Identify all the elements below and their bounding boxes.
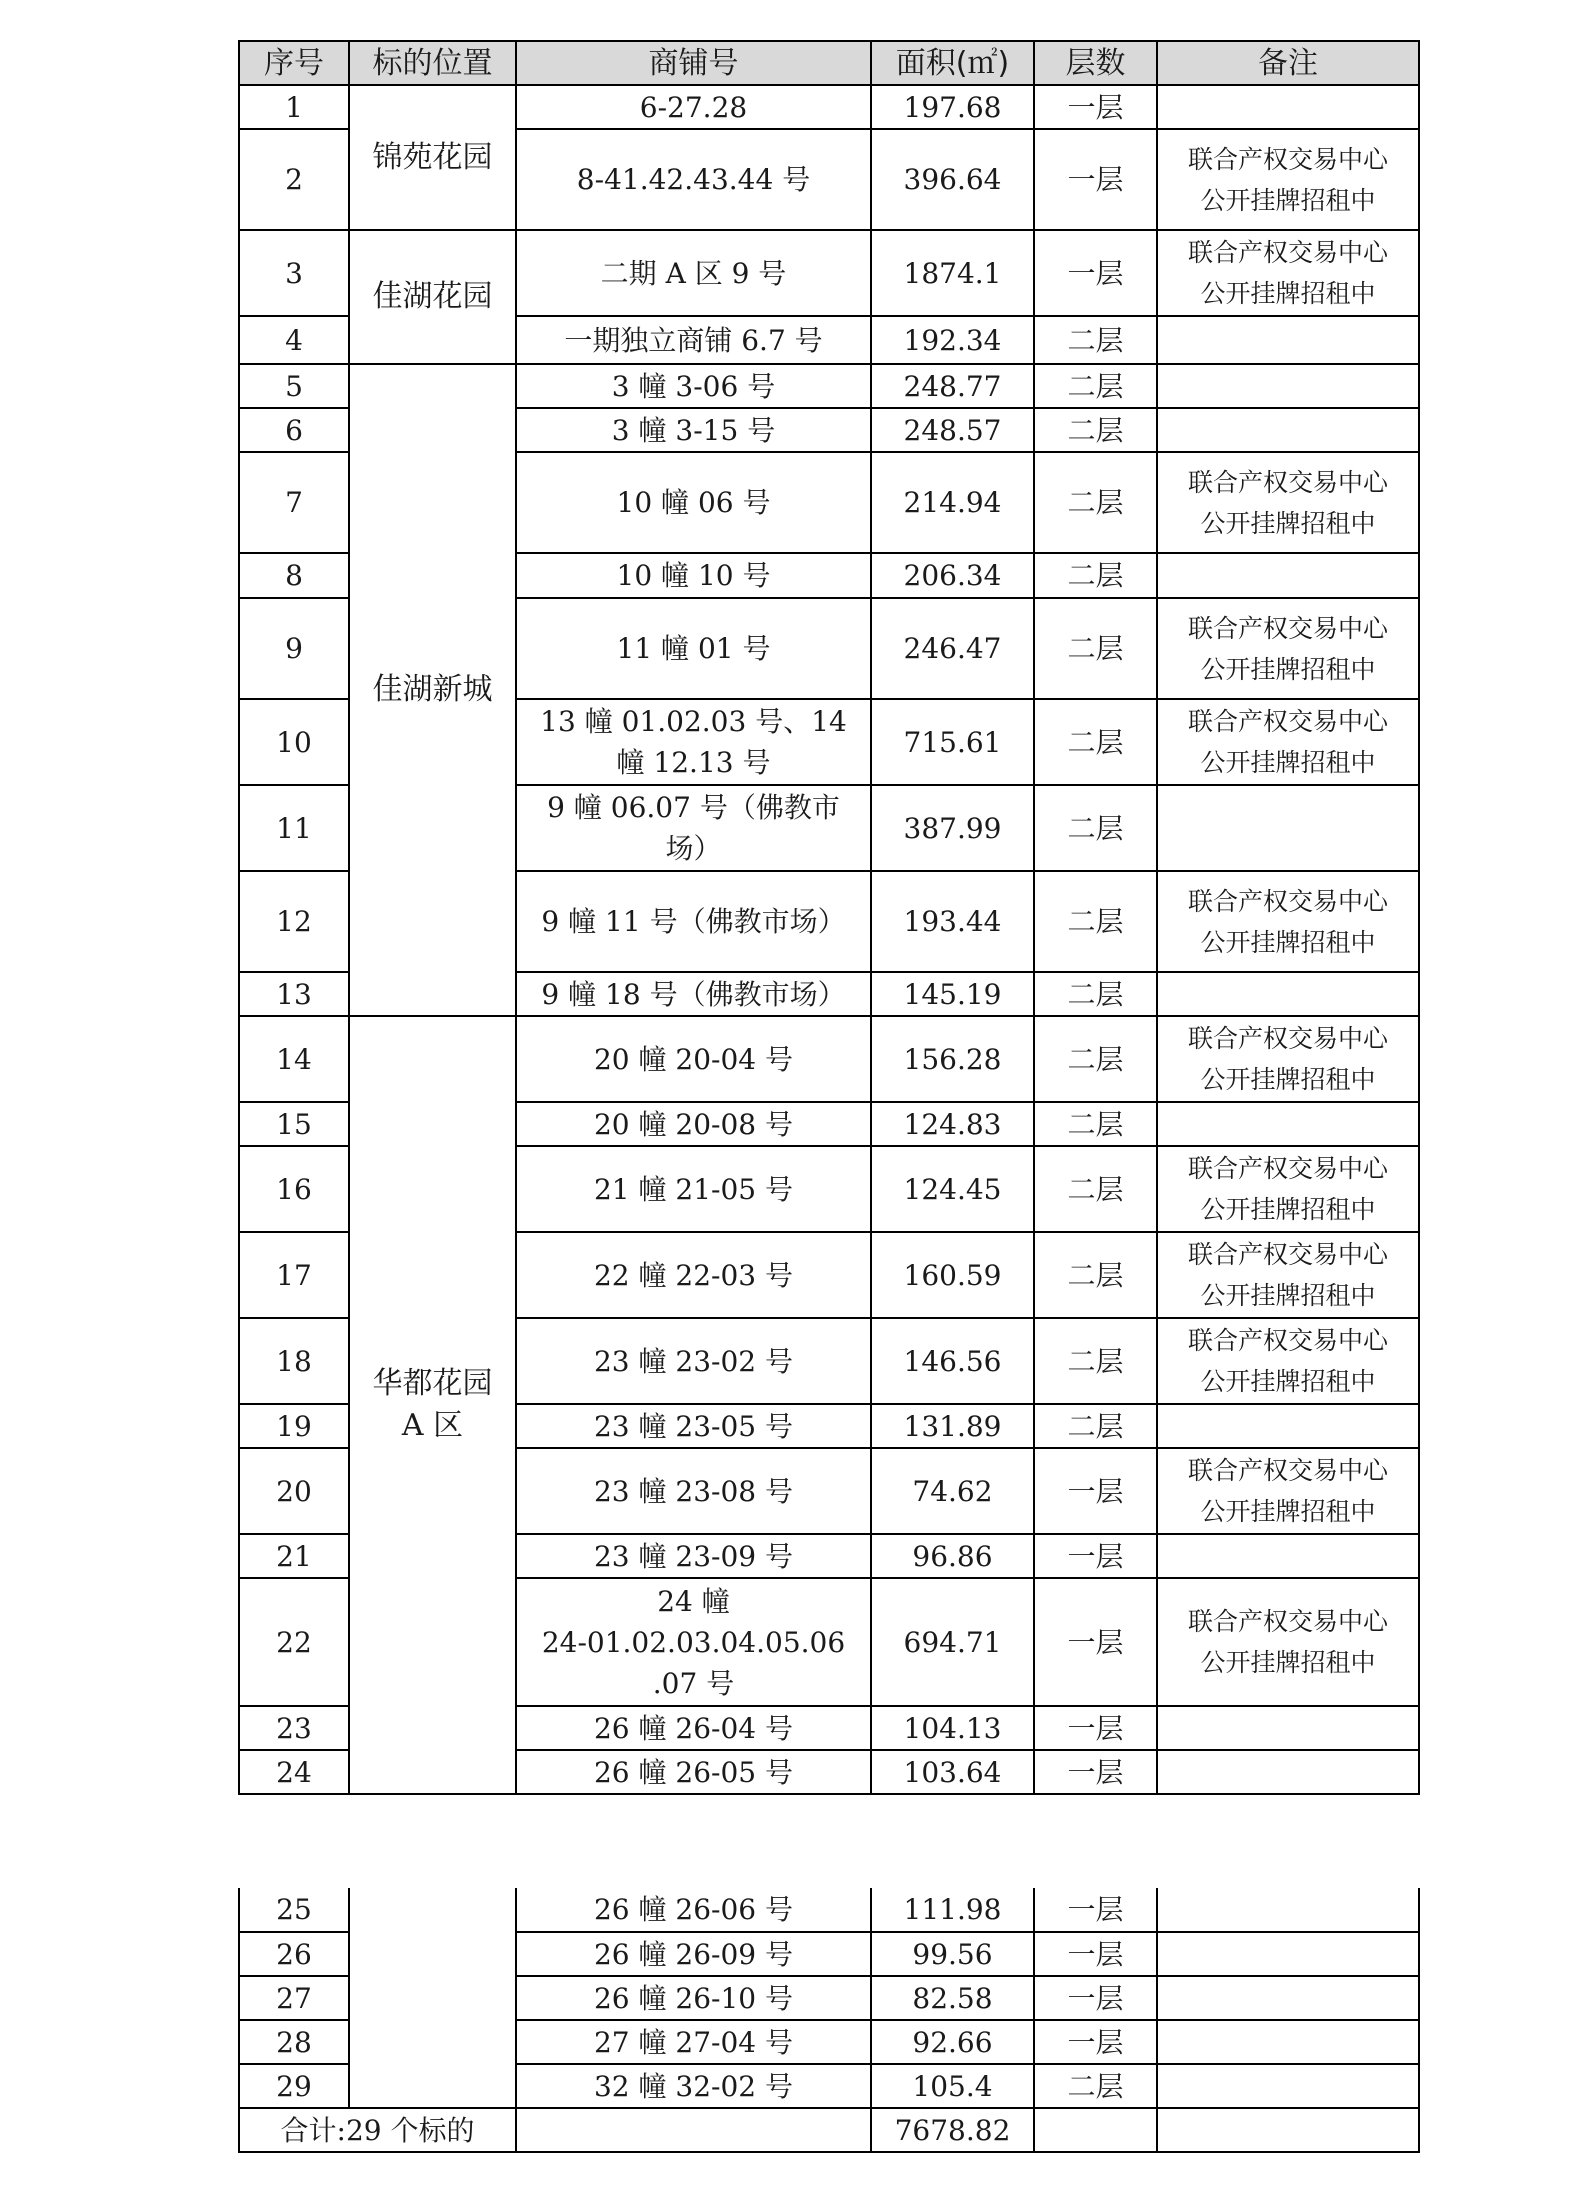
shop-cell: 26 幢 26-09 号 [516,1932,871,1976]
location-line: A 区 [401,1408,464,1443]
header-no: 序号 [239,41,349,85]
floor-cell: 二层 [1034,316,1157,364]
row-no: 22 [239,1578,349,1706]
note-cell [1157,230,1419,316]
shop-line: 24 幢 [657,1584,730,1618]
shop-cell: 20 幢 20-04 号 [516,1016,871,1102]
shop-cell: 32 幢 32-02 号 [516,2064,871,2108]
note-cell [1157,1534,1419,1578]
note-line: 公开挂牌招租中 [1200,1367,1376,1396]
row-no: 24 [239,1750,349,1794]
shop-cell: 23 幢 23-08 号 [516,1448,871,1534]
area-cell: 104.13 [871,1706,1034,1750]
row-no: 20 [239,1448,349,1534]
note-line: 公开挂牌招租中 [1200,1497,1376,1526]
row-no: 25 [239,1888,349,1932]
floor-cell: 二层 [1034,452,1157,553]
note-line: 联合产权交易中心 [1187,144,1388,174]
shop-cell: 27 幢 27-04 号 [516,2020,871,2064]
area-cell: 1874.1 [871,230,1034,316]
floor-cell: 二层 [1034,598,1157,699]
table-row [239,85,1419,129]
area-cell: 145.19 [871,972,1034,1016]
area-cell: 248.77 [871,364,1034,408]
note-cell [1157,85,1419,129]
row-no: 12 [239,871,349,972]
shop-cell [516,699,871,785]
area-cell: 74.62 [871,1448,1034,1534]
shop-cell: 3 幢 3-06 号 [516,364,871,408]
floor-cell: 二层 [1034,1318,1157,1404]
area-cell: 192.34 [871,316,1034,364]
row-no: 16 [239,1146,349,1232]
note-line: 公开挂牌招租中 [1200,927,1376,957]
area-cell: 160.59 [871,1232,1034,1318]
shop-line: 幢 12.13 号 [616,746,771,779]
note-line: 联合产权交易中心 [1187,1607,1388,1636]
area-cell: 193.44 [871,871,1034,972]
shop-cell: 3 幢 3-15 号 [516,408,871,452]
note-cell [1157,553,1419,598]
row-no: 26 [239,1932,349,1976]
floor-cell: 二层 [1034,785,1157,871]
row-no: 14 [239,1016,349,1102]
note-cell [1157,1318,1419,1404]
note-line: 公开挂牌招租中 [1200,1065,1376,1094]
table-row [239,230,1419,316]
header-location: 标的位置 [349,41,516,85]
note-line: 联合产权交易中心 [1187,1326,1388,1355]
row-no: 4 [239,316,349,364]
note-cell [1157,2020,1419,2064]
header-shop: 商铺号 [516,41,871,85]
total-label: 合计:29 个标的 [239,2108,516,2152]
total-floor-cell [1034,2108,1157,2152]
floor-cell: 一层 [1034,230,1157,316]
note-cell [1157,1888,1419,1932]
note-cell [1157,316,1419,364]
note-cell [1157,129,1419,230]
area-cell: 387.99 [871,785,1034,871]
note-line: 公开挂牌招租中 [1200,185,1376,215]
shop-line: 24-01.02.03.04.05.06 [541,1625,846,1659]
area-cell: 694.71 [871,1578,1034,1706]
row-no: 19 [239,1404,349,1448]
note-line: 公开挂牌招租中 [1200,508,1376,538]
note-line: 公开挂牌招租中 [1200,1648,1376,1677]
location-cell [349,1888,516,2108]
total-note-cell [1157,2108,1419,2152]
note-cell [1157,699,1419,785]
note-cell [1157,598,1419,699]
shop-cell [516,785,871,871]
note-cell [1157,871,1419,972]
note-cell [1157,2064,1419,2108]
note-cell [1157,1750,1419,1794]
shop-cell: 9 幢 18 号（佛教市场） [516,972,871,1016]
shop-line: 场） [665,832,722,865]
note-line: 公开挂牌招租中 [1200,654,1376,684]
floor-cell: 一层 [1034,1534,1157,1578]
note-cell [1157,1706,1419,1750]
note-line: 公开挂牌招租中 [1200,279,1376,308]
note-cell [1157,1404,1419,1448]
table-row [239,364,1419,408]
floor-cell: 二层 [1034,408,1157,452]
row-no: 8 [239,553,349,598]
location-line: 华都花园 [372,1366,493,1401]
area-cell: 92.66 [871,2020,1034,2064]
area-cell: 124.83 [871,1102,1034,1146]
floor-cell: 二层 [1034,699,1157,785]
shop-cell: 26 幢 26-04 号 [516,1706,871,1750]
note-cell [1157,1146,1419,1232]
area-cell: 396.64 [871,129,1034,230]
note-cell [1157,972,1419,1016]
header-note: 备注 [1157,41,1419,85]
shop-cell: 26 幢 26-10 号 [516,1976,871,2020]
note-cell [1157,452,1419,553]
row-no: 23 [239,1706,349,1750]
note-line: 联合产权交易中心 [1187,238,1388,267]
header-area: 面积(㎡) [871,41,1034,85]
shop-line: .07 号 [652,1666,735,1700]
note-cell [1157,1232,1419,1318]
shop-cell: 20 幢 20-08 号 [516,1102,871,1146]
floor-cell: 二层 [1034,1404,1157,1448]
shop-cell: 22 幢 22-03 号 [516,1232,871,1318]
floor-cell: 二层 [1034,364,1157,408]
area-cell: 99.56 [871,1932,1034,1976]
note-cell [1157,408,1419,452]
shop-list-table-page-2 [238,1888,1420,2153]
location-cell: 佳湖新城 [349,364,516,1016]
area-cell: 131.89 [871,1404,1034,1448]
total-row [239,2108,1419,2152]
floor-cell: 二层 [1034,871,1157,972]
note-line: 公开挂牌招租中 [1200,1195,1376,1224]
shop-cell: 二期 A 区 9 号 [516,230,871,316]
floor-cell: 二层 [1034,553,1157,598]
note-cell [1157,1976,1419,2020]
note-cell [1157,1448,1419,1534]
row-no: 15 [239,1102,349,1146]
row-no: 9 [239,598,349,699]
row-no: 2 [239,129,349,230]
floor-cell: 一层 [1034,1706,1157,1750]
location-cell: 锦苑花园 [349,85,516,230]
shop-cell: 11 幢 01 号 [516,598,871,699]
header-row [239,41,1419,85]
row-no: 5 [239,364,349,408]
area-cell: 124.45 [871,1146,1034,1232]
shop-cell: 23 幢 23-05 号 [516,1404,871,1448]
row-no: 28 [239,2020,349,2064]
note-line: 公开挂牌招租中 [1200,748,1376,777]
note-line: 公开挂牌招租中 [1200,1281,1376,1310]
shop-cell: 21 幢 21-05 号 [516,1146,871,1232]
area-cell: 715.61 [871,699,1034,785]
row-no: 18 [239,1318,349,1404]
total-area: 7678.82 [871,2108,1034,2152]
location-cell: 佳湖花园 [349,230,516,364]
shop-line: 13 幢 01.02.03 号、14 [540,705,847,738]
header-floor: 层数 [1034,41,1157,85]
row-no: 6 [239,408,349,452]
floor-cell: 一层 [1034,129,1157,230]
area-cell: 197.68 [871,85,1034,129]
note-line: 联合产权交易中心 [1187,886,1388,916]
row-no: 1 [239,85,349,129]
note-line: 联合产权交易中心 [1187,613,1388,643]
row-no: 27 [239,1976,349,2020]
floor-cell: 二层 [1034,1016,1157,1102]
area-cell: 146.56 [871,1318,1034,1404]
row-no: 17 [239,1232,349,1318]
floor-cell: 一层 [1034,1976,1157,2020]
note-line: 联合产权交易中心 [1187,1024,1388,1053]
area-cell: 111.98 [871,1888,1034,1932]
shop-cell: 23 幢 23-09 号 [516,1534,871,1578]
area-cell: 206.34 [871,553,1034,598]
row-no: 29 [239,2064,349,2108]
table-row [239,1888,1419,1932]
floor-cell: 一层 [1034,1448,1157,1534]
note-cell [1157,785,1419,871]
row-no: 10 [239,699,349,785]
area-cell: 214.94 [871,452,1034,553]
area-cell: 246.47 [871,598,1034,699]
shop-cell [516,1578,871,1706]
shop-list-table-page-1 [238,40,1420,1795]
area-cell: 105.4 [871,2064,1034,2108]
floor-cell: 一层 [1034,1750,1157,1794]
note-line: 联合产权交易中心 [1187,1154,1388,1183]
area-cell: 248.57 [871,408,1034,452]
floor-cell: 一层 [1034,85,1157,129]
area-cell: 82.58 [871,1976,1034,2020]
row-no: 3 [239,230,349,316]
shop-cell: 10 幢 10 号 [516,553,871,598]
floor-cell: 二层 [1034,2064,1157,2108]
floor-cell: 一层 [1034,2020,1157,2064]
note-cell [1157,1932,1419,1976]
note-line: 联合产权交易中心 [1187,707,1388,736]
row-no: 21 [239,1534,349,1578]
row-no: 11 [239,785,349,871]
note-line: 联合产权交易中心 [1187,1456,1388,1485]
shop-cell: 9 幢 11 号（佛教市场） [516,871,871,972]
floor-cell: 二层 [1034,1232,1157,1318]
floor-cell: 一层 [1034,1932,1157,1976]
note-cell [1157,1578,1419,1706]
row-no: 7 [239,452,349,553]
floor-cell: 一层 [1034,1888,1157,1932]
note-line: 联合产权交易中心 [1187,1240,1388,1269]
total-shop-cell [516,2108,871,2152]
shop-cell: 26 幢 26-05 号 [516,1750,871,1794]
shop-cell: 26 幢 26-06 号 [516,1888,871,1932]
location-cell [349,1016,516,1794]
area-cell: 103.64 [871,1750,1034,1794]
note-cell [1157,1016,1419,1102]
note-cell [1157,1102,1419,1146]
table-row [239,1016,1419,1102]
floor-cell: 一层 [1034,1578,1157,1706]
floor-cell: 二层 [1034,1102,1157,1146]
note-line: 联合产权交易中心 [1187,467,1388,497]
floor-cell: 二层 [1034,1146,1157,1232]
shop-cell: 6-27.28 [516,85,871,129]
row-no: 13 [239,972,349,1016]
area-cell: 156.28 [871,1016,1034,1102]
shop-cell: 10 幢 06 号 [516,452,871,553]
shop-line: 9 幢 06.07 号（佛教市 [547,791,840,824]
area-cell: 96.86 [871,1534,1034,1578]
note-cell [1157,364,1419,408]
shop-cell: 23 幢 23-02 号 [516,1318,871,1404]
shop-cell: 8-41.42.43.44 号 [516,129,871,230]
floor-cell: 二层 [1034,972,1157,1016]
shop-cell: 一期独立商铺 6.7 号 [516,316,871,364]
